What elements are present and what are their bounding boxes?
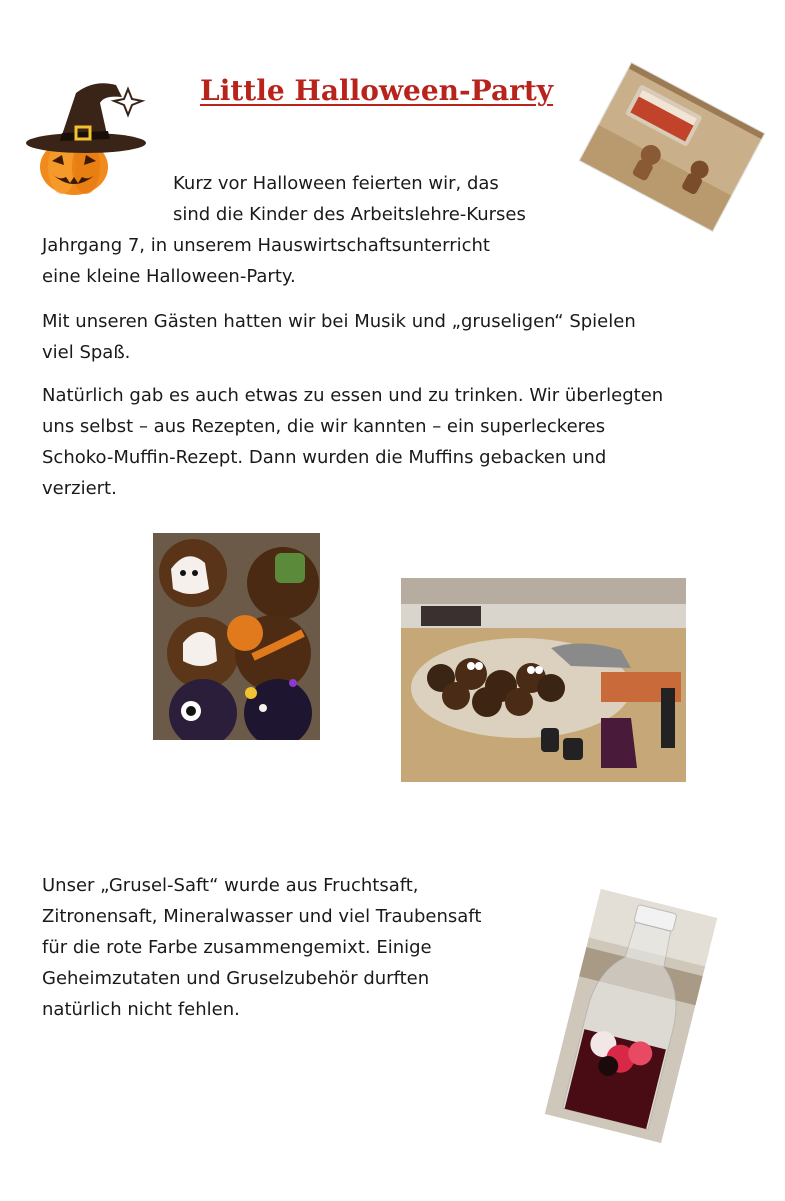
intro-line: eine kleine Halloween-Party.	[42, 266, 296, 287]
guests-line: viel Spaß.	[42, 342, 131, 363]
juice-line: Unser „Grusel-Saft“ wurde aus Fruchtsaft,	[42, 875, 419, 896]
food-line: verziert.	[42, 478, 117, 499]
juice-line: Geheimzutaten und Gruselzubehör durften	[42, 968, 430, 989]
juice-line: natürlich nicht fehlen.	[42, 999, 240, 1020]
food-line: Natürlich gab es auch etwas zu essen und zu trinken. Wir überlegten	[42, 385, 664, 406]
food-line: Schoko-Muffin-Rezept. Dann wurden die Muffins gebacken und	[42, 447, 607, 468]
intro-line: sind die Kinder des Arbeitslehre-Kurses	[173, 204, 526, 225]
food-paragraph	[42, 380, 732, 504]
juice-line: für die rote Farbe zusammengemixt. Einige	[42, 937, 432, 958]
juice-line: Zitronensaft, Mineralwasser und viel Traubensaft	[42, 906, 482, 927]
intro-paragraph	[42, 168, 732, 292]
page-title: Little Halloween-Party	[200, 74, 554, 107]
intro-line: Jahrgang 7, in unserem Hauswirtschaftsunterricht	[42, 235, 490, 256]
guests-paragraph	[42, 306, 732, 368]
muffins-photo	[153, 533, 320, 740]
table-photo	[401, 578, 686, 782]
guests-line: Mit unseren Gästen hatten wir bei Musik und „gruseligen“ Spielen	[42, 311, 636, 332]
food-line: uns selbst – aus Rezepten, die wir kannten – ein superleckeres	[42, 416, 606, 437]
intro-line: Kurz vor Halloween feierten wir, das	[173, 173, 499, 194]
